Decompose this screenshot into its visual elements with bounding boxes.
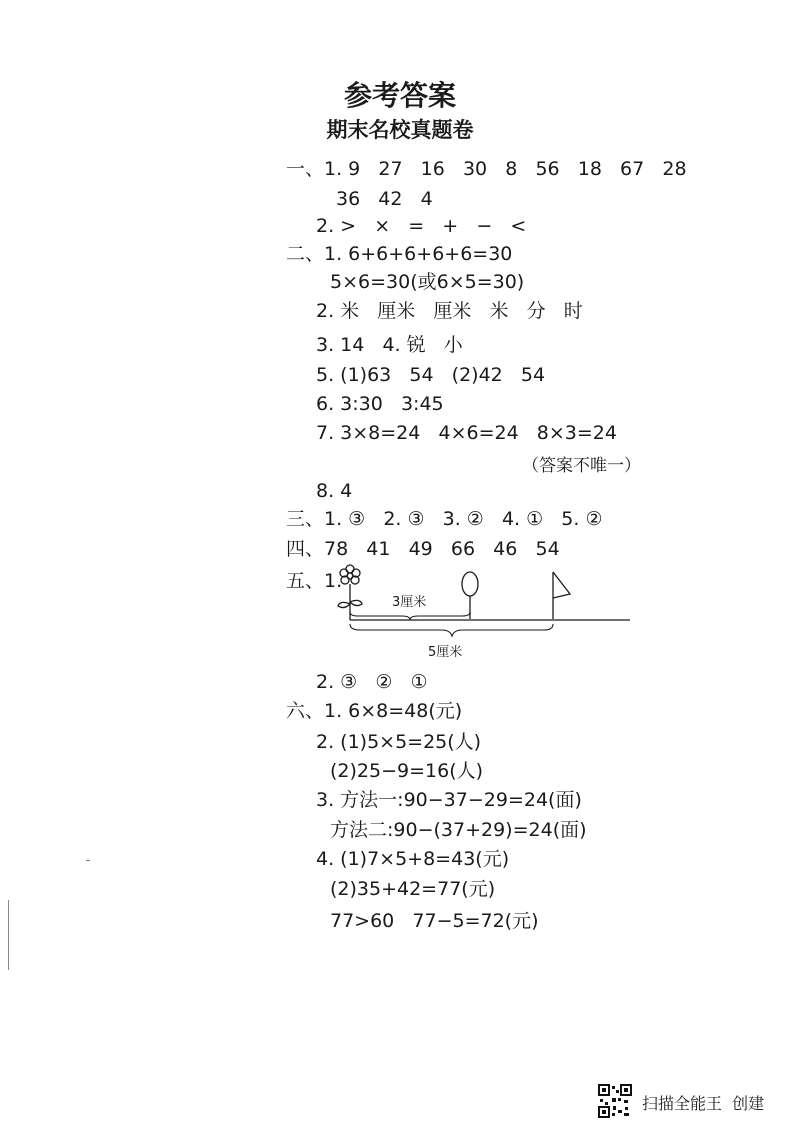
answer-line-20: 3. 方法一:90−37−29=24(面) [316, 789, 582, 811]
scanner-footer [598, 1084, 788, 1118]
distance-diagram [330, 564, 640, 664]
answer-line-22: 4. (1)7×5+8=43(元) [316, 848, 510, 870]
answer-line-10: 7. 3×8=24 4×6=24 8×3=24 [316, 422, 617, 444]
scan-edge-mark [8, 900, 9, 970]
answer-line-14: 四、78 41 49 66 46 54 [286, 538, 560, 560]
answer-line-18: 2. (1)5×5=25(人) [316, 731, 482, 753]
answer-line-7: 3. 14 4. 锐 小 [316, 334, 463, 356]
footer-text: 扫描全能王 创建 [642, 1094, 765, 1113]
answer-line-13: 三、1. ③ 2. ③ 3. ② 4. ① 5. ② [286, 508, 603, 530]
page-subtitle: 期末名校真题卷 [326, 118, 474, 142]
answer-line-15: 五、1. [286, 570, 343, 592]
answer-line-3: 2. > × = + − < [316, 215, 527, 237]
answer-line-6: 2. 米 厘米 厘米 米 分 时 [316, 300, 583, 322]
page-title: 参考答案 [343, 79, 456, 112]
label-3cm: 3厘米 [392, 595, 427, 610]
tree-icon [462, 572, 478, 619]
answer-line-4: 二、1. 6+6+6+6+6=30 [286, 243, 513, 265]
answer-line-16: 2. ③ ② ① [316, 671, 428, 693]
brace-short [350, 612, 470, 620]
answer-line-5: 5×6=30(或6×5=30) [330, 271, 525, 293]
qr-code-icon [598, 1084, 632, 1118]
answer-line-8: 5. (1)63 54 (2)42 54 [316, 364, 546, 386]
answer-line-17: 六、1. 6×8=48(元) [286, 700, 463, 722]
answer-line-12: 8. 4 [316, 480, 353, 502]
answer-line-23: (2)35+42=77(元) [330, 878, 496, 900]
answer-line-2: 36 42 4 [336, 188, 433, 210]
scan-dot-mark [86, 860, 90, 861]
answer-line-19: (2)25−9=16(人) [330, 760, 484, 782]
answer-line-21: 方法二:90−(37+29)=24(面) [330, 819, 587, 841]
flag-icon [553, 572, 570, 619]
answer-line-1: 一、1. 9 27 16 30 8 56 18 67 28 [286, 158, 687, 180]
flower-icon [338, 565, 362, 620]
label-5cm: 5厘米 [428, 645, 463, 660]
answer-note: （答案不唯一） [522, 456, 641, 476]
answer-line-24: 77>60 77−5=72(元) [330, 910, 539, 932]
answer-line-9: 6. 3:30 3:45 [316, 393, 444, 415]
brace-long [350, 624, 553, 636]
